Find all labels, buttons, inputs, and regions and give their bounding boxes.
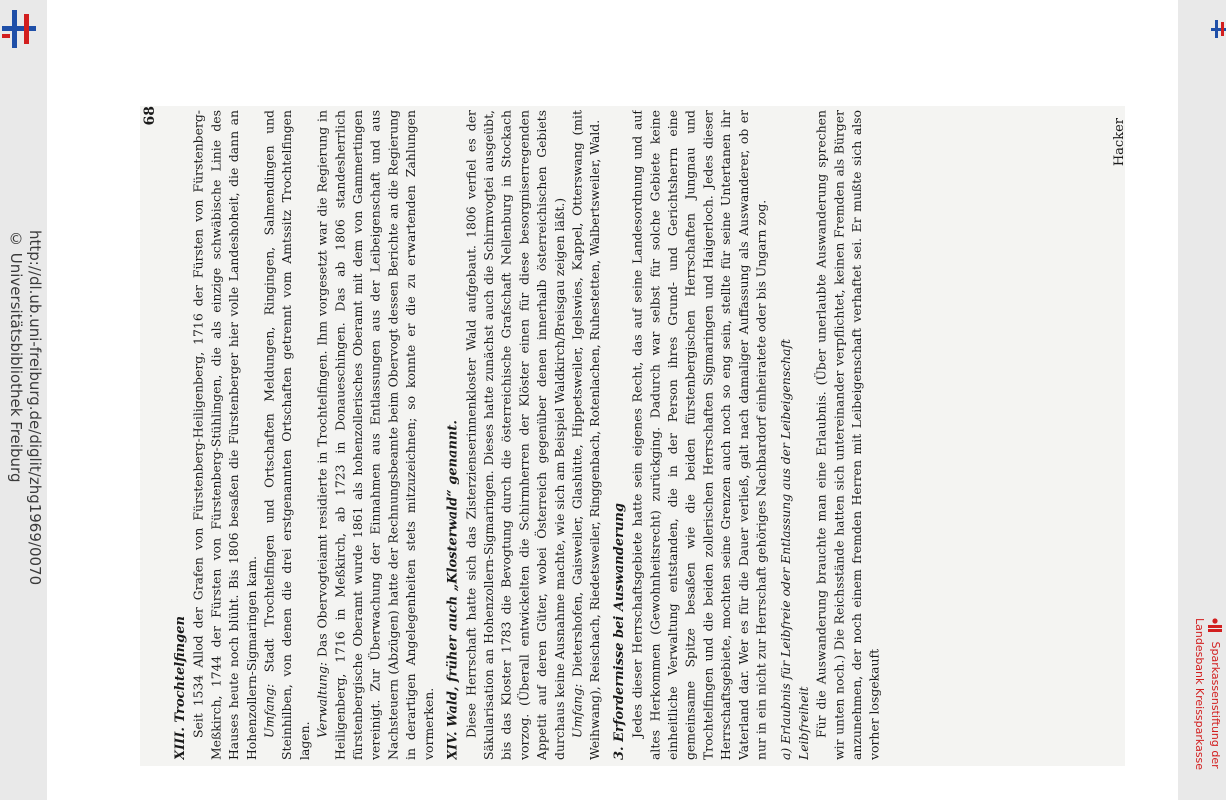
ub-freiburg-logo-icon <box>2 10 36 48</box>
document-url[interactable]: http://dl.ub.uni-freiburg.de/diglit/zhg1969/0070 <box>26 230 44 586</box>
page-body <box>172 110 1130 760</box>
copyright-notice: © Universitätsbibliothek Freiburg <box>7 230 25 483</box>
ub-freiburg-logo-small-icon <box>1211 20 1226 38</box>
paragraph: Für die Auswanderung brauchte man eine Erlaubnis. (Über unerlaubte Auswanderung sprechen wir unten noch.) Die Reichsstände hatten sich untereinander verpflichtet, keinen Fremden als Bürger anzunehmen, der noch einem fremden Herren mit Leibeigenschaft verhaftet sei. Er mußte sich also vorher losgekauft <box>813 110 882 760</box>
subheading: a) Erlaubnis für Leibfreie oder Entlassung aus der Leibeigenschaft <box>778 338 794 760</box>
paragraph <box>261 110 314 760</box>
sponsor-credit <box>1181 618 1223 800</box>
paragraph-label: Umfang: <box>569 683 585 738</box>
paragraph: Diese Herrschaft hatte sich das Zisterzienserinnenkloster Wald aufgebaut. 1806 verfiel es der Säkularisation an Hohenzollern-Sigmaringen. Dieses hatte zunächst auch die Schirmvogtei ausgeübt, bis das Kloster 1783 die Bevogtung durch die österreichische Grafschaft Nellenburg in Stockach vorzog. (Überall entwickelten die Schirmherren der Klöster einen für diese besorgniserregenden Appetit auf deren Güter, wobei Österreich gegenüber denen innerhalb österreichischen Gebiets durchaus keine Ausnahme machte, wie sich am Beispiel Waldkirch/Breisgau zeigen läßt.) <box>463 110 567 760</box>
paragraph-text: Dietershofen, Gaisweiler, Glashütte, Hippetsweiler, Igelswies, Kappel, Otterswang (mit Weihwang), Reischach, Riedetsweiler, Ringgenbach, Rotenlachen, Ruhestetten, Walbertsweiler, Wald. <box>569 110 603 760</box>
paragraph <box>568 110 603 760</box>
section-heading: XIII. Trochtelfingen <box>173 616 188 760</box>
sponsor-line-1: Sparkassenstiftung der <box>1209 641 1222 769</box>
paragraph-label: Verwaltung: <box>314 661 330 738</box>
sponsor-line-2: Landesbank Kreissparkasse <box>1193 618 1206 771</box>
paragraph <box>314 110 438 760</box>
paragraph: Jedes dieser Herrschaftsgebiete hatte sein eigenes Recht, das auf seine Landesordnung und auf altes Herkommen (Gewohnheitsrecht) zurückging. Dadurch war selbst für solche Gebiete keine einheitliche Verwaltung entstanden, die in der Person ihres Grund- und Gerichtsherrn eine gemeinsame Spitze besaßen wie die beiden fürstenbergischen Herrschaften Jungnau und Trochtelfingen und die beiden zollerischen Herrschaften Sigmaringen und Haigerloch. Jedes dieser Herrschaftsgebiete, mochten seine Grenzen auch noch so eng sein, stellte für seine Untertanen ihr Vaterland dar. Wer es für die Dauer verließ, galt nach damaliger Auffassung als Auswanderer, ob er nur in ein nicht zur Herrschaft gehöriges Nachbardorf einheiratete oder bis Ungarn zog. <box>629 110 769 760</box>
running-head-text: Hacker <box>1112 118 1127 167</box>
section-heading: XIV. Wald, früher auch „Klosterwald“ genannt. <box>445 420 461 760</box>
paragraph-text: Das Obervogteiamt residierte in Trochtelfingen. Ihm vorgesetzt war die Regierung in Heiligenberg, 1716 in Meßkirch, ab 1723 in Donaueschingen. Das ab 1806 standesherrlich fürstenbergische Oberamt wurde 1861 als hohenzollerisches Oberamt mit dem von Gammertingen vereinigt. Zur Überwachung der Einnahmen aus Entlassungen aus der Leibeigenschaft und aus Nachsteuern (Abzügen) hatte der Rechnungsbeamte beim Obervogt dessen Berichte an die Regierung in derartigen Angelegenheiten stets mitzuzeichnen; so konnte er die zu erwartenden Zahlungen vormerken. <box>314 110 436 760</box>
viewer-left-strip <box>0 0 47 800</box>
section-heading: 3. Erfordernisse bei Auswanderung <box>611 503 627 760</box>
page-number-text: 68 <box>142 106 158 126</box>
paragraph-label: Umfang: <box>261 683 277 738</box>
page-number <box>142 106 164 146</box>
subheading: Leibfreiheit <box>795 686 811 760</box>
paragraph-text: Stadt Trochtelfingen und Ortschaften Meldungen, Ringingen, Salmendingen und Steinhilben, von denen die drei erstgenannten Ortschaften getrennt vom Amtssitz Trochtelfingen lagen. <box>261 110 312 760</box>
document-url-and-copyright <box>4 230 44 800</box>
paragraph: Seit 1534 Allod der Grafen von Fürstenberg-Heiligenberg, 1716 der Fürsten von Fürstenberg-Meßkirch, 1744 der Fürsten von Fürstenberg-Stühlingen, die als einzige schwäbische Linie des Hauses heute noch blüht. Bis 1806 besaßen die Fürstenberger hier volle Landeshoheit, die dann an Hohenzollern-Sigmaringen kam. <box>190 110 259 760</box>
sparkasse-logo-icon <box>1207 618 1223 634</box>
